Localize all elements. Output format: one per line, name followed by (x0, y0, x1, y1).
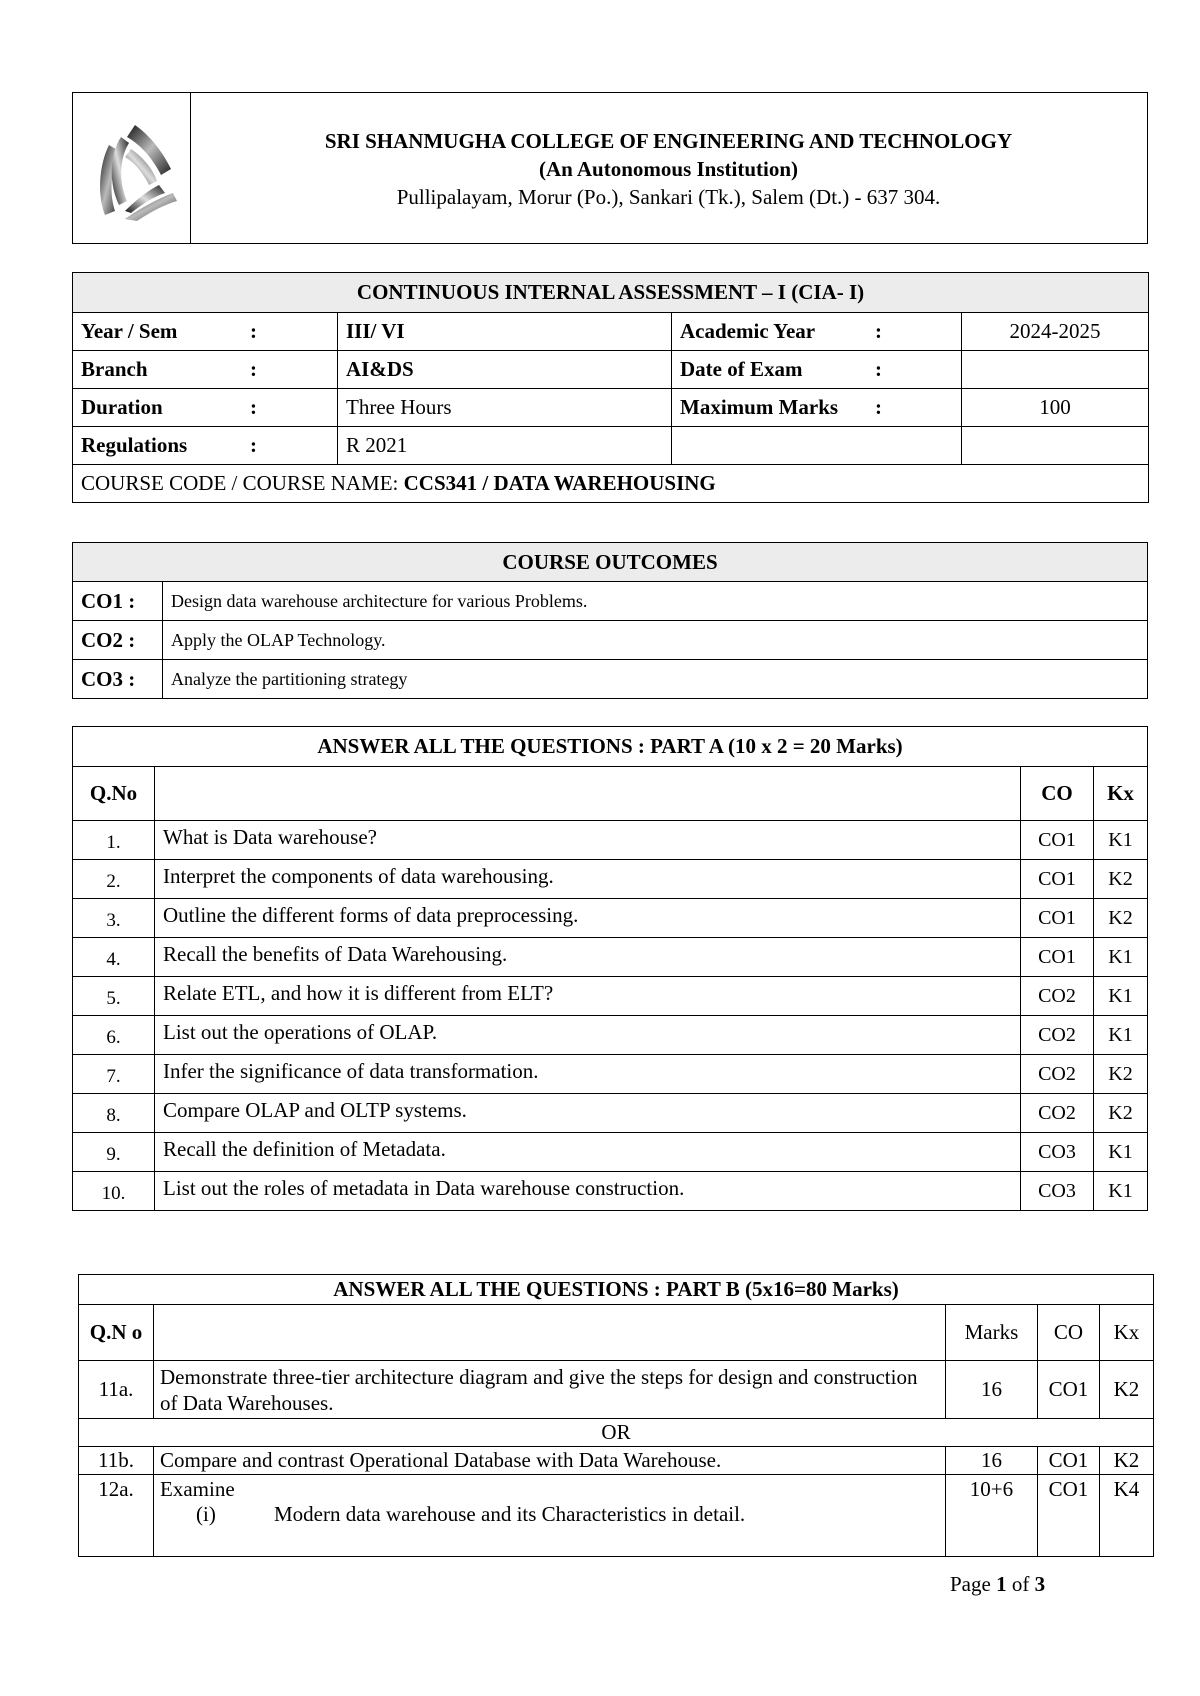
question-kx: K1 (1093, 938, 1147, 977)
question-text (154, 1475, 946, 1557)
institution-type: (An Autonomous Institution) (538, 157, 799, 181)
table-row (73, 938, 1148, 977)
outcome-desc: Apply the OLAP Technology. (163, 621, 1148, 660)
college-logo-icon (79, 115, 183, 223)
col-marks: Marks (945, 1305, 1037, 1361)
question-co: CO2 (1020, 1094, 1093, 1133)
question-number: 6. (73, 1016, 155, 1055)
course-code-name: COURSE CODE / COURSE NAME: CCS341 / DATA WAREHOUSING (73, 465, 1149, 503)
table-row (73, 1055, 1148, 1094)
col-qno: Q.N o (79, 1305, 154, 1361)
col-question (154, 1305, 946, 1361)
table-row (73, 1016, 1148, 1055)
table-row (79, 1475, 1154, 1557)
page-footer: Page 1 of 3 (950, 1572, 1046, 1596)
col-kx: Kx (1099, 1305, 1153, 1361)
regulations-label: Regulations : (73, 427, 338, 465)
course-outcomes-table (72, 542, 1148, 699)
question-co: CO1 (1020, 899, 1093, 938)
outcome-desc: Design data warehouse architecture for various Problems. (163, 582, 1148, 621)
question-kx: K4 (1099, 1475, 1153, 1557)
question-text: Relate ETL, and how it is different from ELT? (155, 977, 1021, 1016)
question-co: CO1 (1037, 1475, 1099, 1557)
col-qno: Q.No (73, 767, 155, 821)
year-sem-label: Year / Sem : (73, 313, 338, 351)
cia-details-table (72, 272, 1148, 503)
question-co: CO1 (1020, 938, 1093, 977)
question-text: Compare OLAP and OLTP systems. (155, 1094, 1021, 1133)
question-kx: K2 (1099, 1447, 1153, 1475)
part-b-table (78, 1274, 1154, 1557)
question-number: 11a. (79, 1361, 154, 1419)
table-row (73, 1094, 1148, 1133)
question-kx: K2 (1093, 899, 1147, 938)
question-co: CO1 (1020, 860, 1093, 899)
table-row (79, 1361, 1154, 1419)
academic-year-value: 2024-2025 (962, 313, 1149, 351)
college-name: SRI SHANMUGHA COLLEGE OF ENGINEERING AND TECHNOLOGY (324, 129, 1013, 153)
max-marks-value: 100 (962, 389, 1149, 427)
regulations-value: R 2021 (338, 427, 672, 465)
empty-cell (962, 427, 1149, 465)
question-text: List out the roles of metadata in Data warehouse construction. (155, 1172, 1021, 1211)
duration-label: Duration : (73, 389, 338, 427)
question-number: 12a. (79, 1475, 154, 1557)
question-text: Interpret the components of data warehousing. (155, 860, 1021, 899)
or-separator: OR (79, 1419, 1154, 1447)
max-marks-label: Maximum Marks : (672, 389, 962, 427)
outcome-code: CO3 : (73, 660, 163, 699)
question-co: CO1 (1020, 821, 1093, 860)
question-text: Outline the different forms of data preprocessing. (155, 899, 1021, 938)
branch-value: AI&DS (338, 351, 672, 389)
question-kx: K2 (1093, 1094, 1147, 1133)
question-kx: K2 (1093, 860, 1147, 899)
question-co: CO1 (1037, 1447, 1099, 1475)
sub-question-text: Modern data warehouse and its Characteristics in detail. (274, 1502, 746, 1526)
question-co: CO2 (1020, 1016, 1093, 1055)
question-co: CO3 (1020, 1133, 1093, 1172)
col-kx: Kx (1093, 767, 1147, 821)
question-text: Infer the significance of data transformation. (155, 1055, 1021, 1094)
col-question (155, 767, 1021, 821)
question-co: CO2 (1020, 977, 1093, 1016)
question-number: 4. (73, 938, 155, 977)
question-kx: K1 (1093, 1172, 1147, 1211)
outcome-desc: Analyze the partitioning strategy (163, 660, 1148, 699)
college-address: Pullipalayam, Morur (Po.), Sankari (Tk.), Salem (Dt.) - 637 304. (396, 185, 941, 209)
question-text: List out the operations of OLAP. (155, 1016, 1021, 1055)
col-co: CO (1020, 767, 1093, 821)
table-row (73, 821, 1148, 860)
part-b-title: ANSWER ALL THE QUESTIONS : PART B (5x16=80 Marks) (79, 1275, 1154, 1305)
year-sem-value: III/ VI (338, 313, 672, 351)
question-marks: 16 (945, 1361, 1037, 1419)
sub-question (160, 1502, 939, 1530)
question-number: 7. (73, 1055, 155, 1094)
academic-year-label: Academic Year : (672, 313, 962, 351)
question-number: 9. (73, 1133, 155, 1172)
question-kx: K2 (1093, 1055, 1147, 1094)
outcome-code: CO1 : (73, 582, 163, 621)
table-row (73, 899, 1148, 938)
question-kx: K1 (1093, 1016, 1147, 1055)
question-text: Demonstrate three-tier architecture diagram and give the steps for design and construction of Data Warehouses. (154, 1361, 946, 1419)
table-row (73, 1133, 1148, 1172)
question-co: CO1 (1037, 1361, 1099, 1419)
question-kx: K1 (1093, 977, 1147, 1016)
question-number: 2. (73, 860, 155, 899)
question-number: 8. (73, 1094, 155, 1133)
question-marks: 16 (945, 1447, 1037, 1475)
part-a-title: ANSWER ALL THE QUESTIONS : PART A (10 x 2 = 20 Marks) (73, 727, 1148, 767)
question-kx: K1 (1093, 821, 1147, 860)
question-text: What is Data warehouse? (155, 821, 1021, 860)
empty-cell (672, 427, 962, 465)
question-text: Compare and contrast Operational Database with Data Warehouse. (154, 1447, 946, 1475)
question-marks: 10+6 (945, 1475, 1037, 1557)
date-of-exam-value (962, 351, 1149, 389)
outcome-code: CO2 : (73, 621, 163, 660)
outcomes-title: COURSE OUTCOMES (73, 543, 1148, 582)
table-row (73, 977, 1148, 1016)
table-row (79, 1447, 1154, 1475)
table-row (73, 860, 1148, 899)
date-of-exam-label: Date of Exam : (672, 351, 962, 389)
table-row (73, 1172, 1148, 1211)
logo-cell (73, 93, 191, 243)
part-a-table (72, 726, 1148, 1211)
sub-question-number: (i) (196, 1502, 216, 1526)
question-co: CO3 (1020, 1172, 1093, 1211)
page-total: 3 (1034, 1572, 1046, 1596)
question-kx: K2 (1099, 1361, 1153, 1419)
question-kx: K1 (1093, 1133, 1147, 1172)
question-number: 5. (73, 977, 155, 1016)
header-text (190, 127, 1147, 211)
question-number: 11b. (79, 1447, 154, 1475)
question-text: Recall the definition of Metadata. (155, 1133, 1021, 1172)
question-text: Recall the benefits of Data Warehousing. (155, 938, 1021, 977)
question-stem: Examine (160, 1477, 235, 1501)
question-co: CO2 (1020, 1055, 1093, 1094)
question-number: 3. (73, 899, 155, 938)
duration-value: Three Hours (338, 389, 672, 427)
branch-label: Branch : (73, 351, 338, 389)
college-header (72, 92, 1148, 244)
question-number: 1. (73, 821, 155, 860)
col-co: CO (1037, 1305, 1099, 1361)
cia-title: CONTINUOUS INTERNAL ASSESSMENT – I (CIA- I) (73, 273, 1149, 313)
page-number: 1 (996, 1572, 1007, 1596)
question-number: 10. (73, 1172, 155, 1211)
